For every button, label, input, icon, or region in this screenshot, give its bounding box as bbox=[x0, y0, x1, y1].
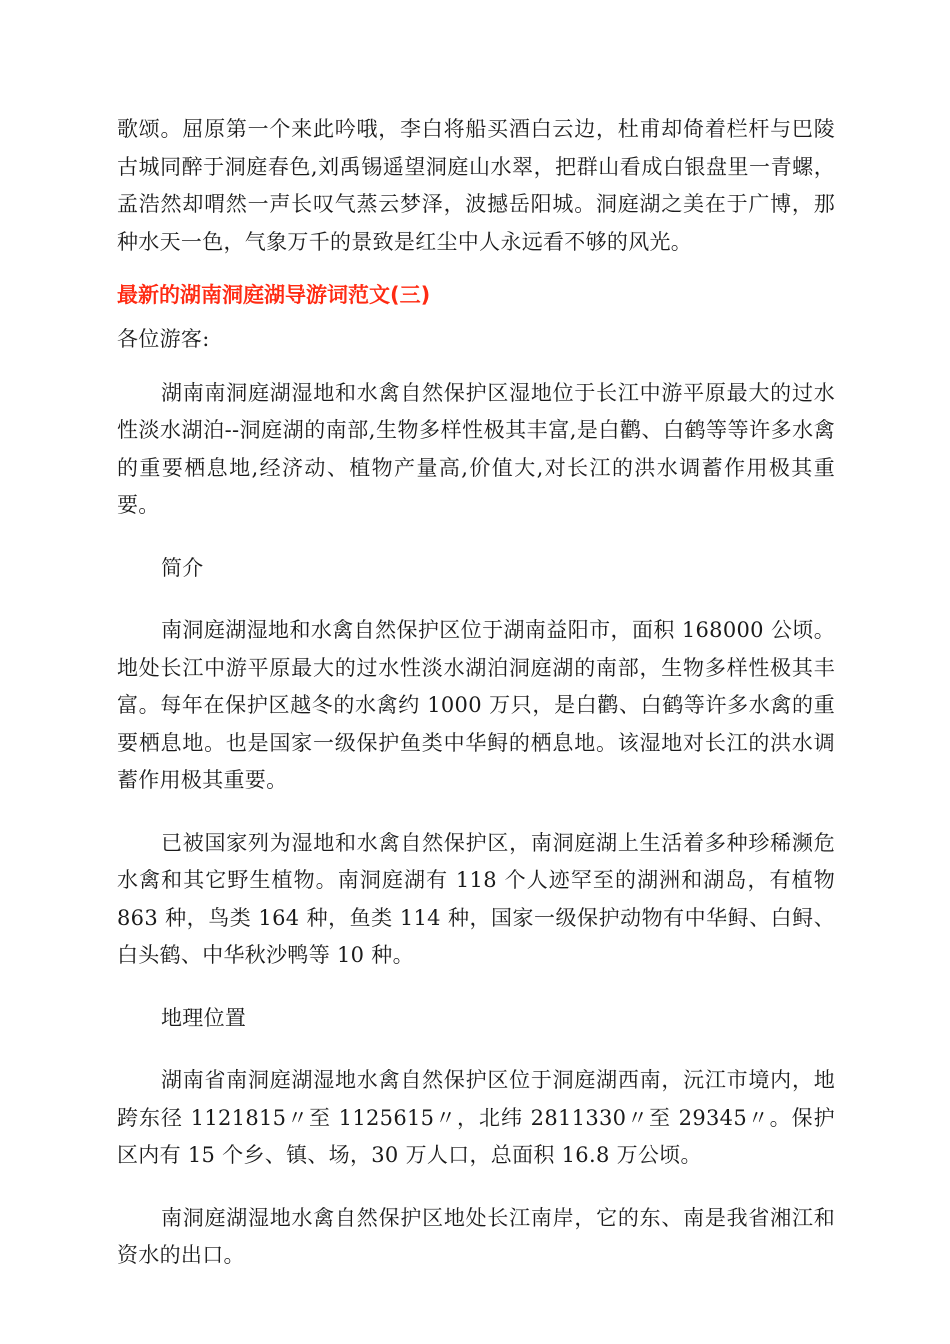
paragraph-overview: 湖南南洞庭湖湿地和水禽自然保护区湿地位于长江中游平原最大的过水性淡水湖泊--洞庭湖的南部,生物多样性极其丰富,是白鹳、白鹤等等许多水禽的重要栖息地,经济动、植物产量高,价值大,对长江的洪水调蓄作用极其重要。 bbox=[117, 380, 835, 517]
section-heading: 最新的湖南洞庭湖导游词范文(三) bbox=[117, 283, 431, 307]
intro-paragraph: 歌颂。屈原第一个来此吟哦，李白将船买酒白云边，杜甫却倚着栏杆与巴陵古城同醉于洞庭春色,刘禹锡遥望洞庭山水翠，把群山看成白银盘里一青螺，孟浩然却喟然一声长叹气蒸云梦泽，波撼岳阳城。洞庭湖之美在于广博，那种水天一色，气象万千的景致是红尘中人永远看不够的风光。 bbox=[117, 117, 835, 254]
paragraph-location: 湖南省南洞庭湖湿地水禽自然保护区位于洞庭湖西南，沅江市境内，地跨东径 1121815〃至 1125615〃，北纬 2811330〃至 29345〃。保护区内有 15 个乡、镇、场，30 万人口，总面积 16.8 万公顷。 bbox=[117, 1068, 835, 1167]
paragraph-rivers: 南洞庭湖湿地水禽自然保护区地处长江南岸，它的东、南是我省湘江和资水的出口。 bbox=[117, 1205, 835, 1267]
paragraph-protection: 已被国家列为湿地和水禽自然保护区，南洞庭湖上生活着多种珍稀濒危水禽和其它野生植物。南洞庭湖有 118 个人迹罕至的湖洲和湖岛，有植物 863 种，鸟类 164 种，鱼类 114 种，国家一级保护动物有中华鲟、白鲟、白头鹤、中华秋沙鸭等 10 种。 bbox=[117, 830, 835, 967]
document-body bbox=[117, 111, 835, 1275]
subheading-introduction: 简介 bbox=[161, 555, 204, 580]
greeting: 各位游客: bbox=[117, 327, 210, 351]
paragraph-introduction: 南洞庭湖湿地和水禽自然保护区位于湖南益阳市，面积 168000 公顷。地处长江中游平原最大的过水性淡水湖泊洞庭湖的南部，生物多样性极其丰富。每年在保护区越冬的水禽约 1000 万只，是白鹳、白鹤等许多水禽的重要栖息地。也是国家一级保护鱼类中华鲟的栖息地。该湿地对长江的洪水调蓄作用极其重要。 bbox=[117, 618, 835, 792]
subheading-location: 地理位置 bbox=[161, 1005, 247, 1030]
